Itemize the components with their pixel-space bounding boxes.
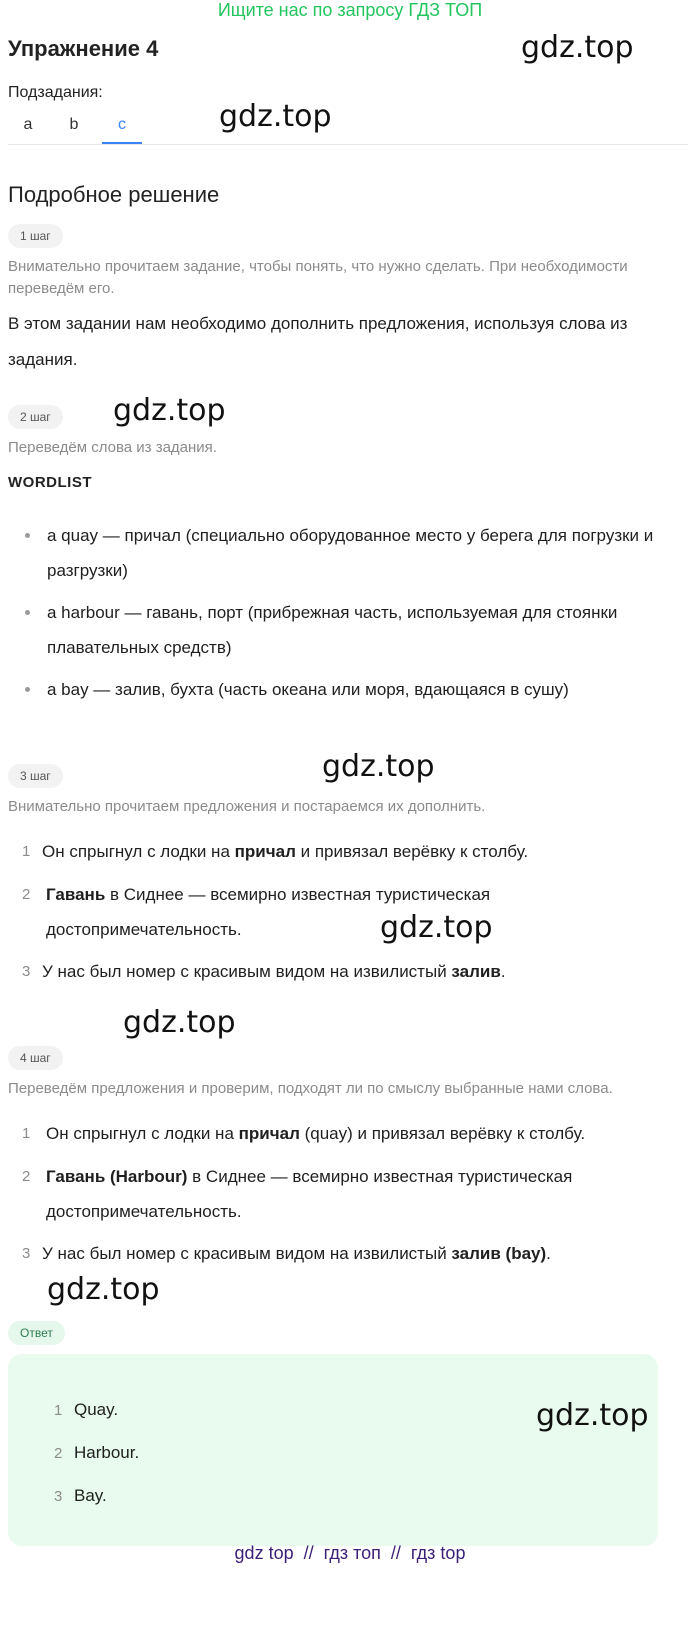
list-item: a harbour — гавань, порт (прибрежная часть, используемая для стоянки плавательных средств) (22, 595, 662, 665)
list-item: a quay — причал (специально оборудованное место у берега для погрузки и разгрузки) (22, 518, 662, 588)
numbered-item: 3 У нас был номер с красивым видом на извилистый залив. (22, 962, 506, 981)
bullet-icon (25, 610, 30, 615)
step-text: В этом задании нам необходимо дополнить предложения, используя слова из задания. (8, 314, 628, 369)
search-promo-banner: Ищите нас по запросу ГДЗ ТОП (217, 0, 483, 20)
answer-item: 2 Harbour. (54, 1443, 140, 1462)
numbered-item: 1 Он спрыгнул с лодки на причал и привязал верёвку к столбу. (22, 842, 529, 861)
watermark: gdz.top (113, 393, 226, 428)
tab-c[interactable]: c (102, 106, 142, 144)
step-badge: 2 шаг (8, 405, 63, 429)
step-hint: Внимательно прочитаем предложения и постараемся их дополнить. (8, 798, 486, 815)
numbered-item: 2 Гавань в Сиднее — всемирно известная туристическая достопримечательность. (22, 885, 491, 939)
step-badge: 4 шаг (8, 1046, 63, 1070)
answer-item: 1 Quay. (54, 1400, 119, 1419)
subtasks-label: Подзадания: (8, 84, 103, 101)
watermark: gdz.top (47, 1272, 160, 1307)
numbered-item: 2 Гавань (Harbour) в Сиднее — всемирно известная туристическая достопримечательность. (22, 1167, 573, 1221)
watermark: gdz.top (123, 1005, 236, 1040)
watermark: gdz.top (536, 1398, 649, 1433)
answer-badge: Ответ (8, 1321, 65, 1345)
tab-b[interactable]: b (69, 116, 79, 133)
bullet-icon (25, 533, 30, 538)
numbered-item: 3 У нас был номер с красивым видом на извилистый залив (bay). (22, 1244, 551, 1263)
watermark: gdz.top (322, 749, 435, 784)
watermark: gdz.top (219, 99, 332, 134)
list-item: a bay — залив, бухта (часть океана или моря, вдающаяся в сушу) (22, 672, 662, 707)
wordlist-heading: WORDLIST (8, 474, 92, 491)
step-badge: 1 шаг (8, 224, 63, 248)
numbered-item: 1 Он спрыгнул с лодки на причал (quay) и привязал верёвку к столбу. (22, 1124, 586, 1143)
answer-box (8, 1354, 658, 1546)
watermark: gdz.top (521, 30, 634, 65)
bullet-icon (25, 687, 30, 692)
page-title: Упражнение 4 (8, 36, 159, 61)
watermark: gdz.top (380, 910, 493, 945)
step-hint: Переведём слова из задания. (8, 439, 217, 456)
subtask-tabs (8, 106, 688, 145)
section-title: Подробное решение (8, 182, 220, 207)
step-hint: Переведём предложения и проверим, подходят ли по смыслу выбранные нами слова. (8, 1080, 613, 1097)
answer-item: 3 Bay. (54, 1486, 107, 1505)
step-hint: Внимательно прочитаем задание, чтобы понять, что нужно сделать. При необходимости переведём его. (8, 258, 628, 297)
footer-links[interactable]: gdz top // гдз топ // гдз top (234, 1543, 466, 1563)
step-badge: 3 шаг (8, 764, 63, 788)
tab-a[interactable]: a (23, 116, 33, 133)
